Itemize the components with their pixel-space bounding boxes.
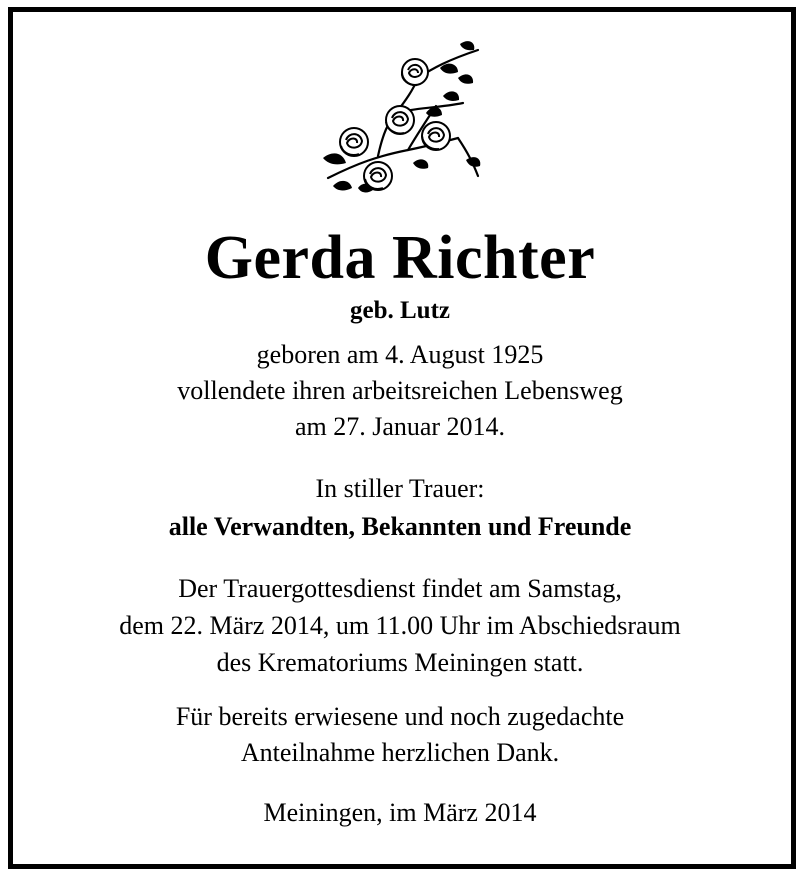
life-path-line: vollendete ihren arbeitsreichen Lebensweg [177,376,623,405]
rose-branch-icon [318,38,502,200]
maiden-name: geb. Lutz [350,297,450,324]
place-date: Meiningen, im März 2014 [263,798,537,827]
service-line: des Krematoriums Meiningen statt. [216,648,584,677]
death-date-line: am 27. Januar 2014. [294,412,506,441]
thanks-line: Anteilnahme herzlichen Dank. [240,738,560,767]
deceased-name: Gerda Richter [204,224,596,292]
service-line: Der Trauergottesdienst findet am Samstag, [178,574,622,603]
thanks-line: Für bereits erwiesene und noch zugedachte [175,702,625,731]
mourning-intro: In stiller Trauer: [315,474,485,503]
service-line: dem 22. März 2014, um 11.00 Uhr im Abschiedsraum [119,611,681,640]
mourners-line: alle Verwandten, Bekannten und Freunde [168,512,632,541]
birth-line: geboren am 4. August 1925 [256,340,544,369]
